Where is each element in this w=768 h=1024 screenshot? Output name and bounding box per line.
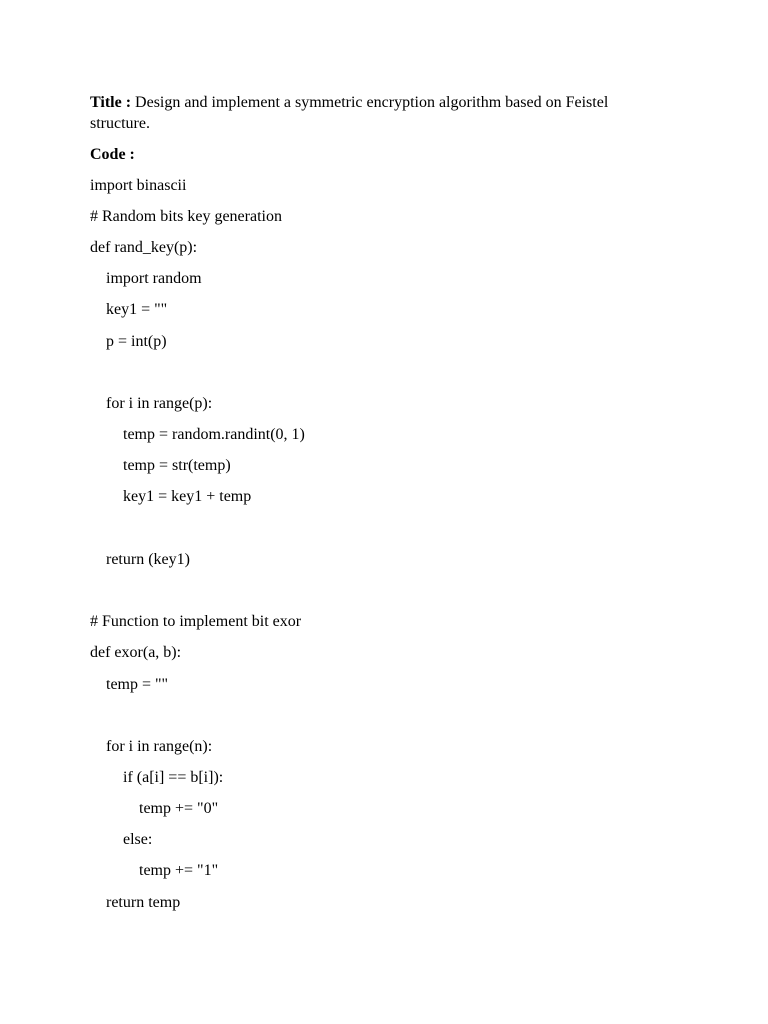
code-line: temp = "" bbox=[106, 676, 169, 693]
code-line: else: bbox=[123, 831, 153, 848]
code-line: return temp bbox=[106, 894, 181, 911]
title-text: Design and implement a symmetric encryption algorithm based on Feistel structure. bbox=[90, 94, 609, 132]
code-line: import random bbox=[106, 270, 202, 287]
code-line: temp = random.randint(0, 1) bbox=[123, 426, 305, 443]
code-line: if (a[i] == b[i]): bbox=[123, 769, 224, 786]
code-line: def exor(a, b): bbox=[90, 644, 182, 661]
code-label: Code : bbox=[90, 146, 135, 163]
code-line: # Random bits key generation bbox=[90, 208, 282, 225]
code-line: key1 = key1 + temp bbox=[123, 488, 252, 505]
code-line: def rand_key(p): bbox=[90, 239, 198, 256]
code-line: for i in range(p): bbox=[106, 395, 213, 412]
code-line: temp = str(temp) bbox=[123, 457, 231, 474]
code-line: temp += "1" bbox=[139, 862, 219, 879]
title-paragraph bbox=[90, 92, 650, 134]
code-line: key1 = "" bbox=[106, 301, 168, 318]
code-line: import binascii bbox=[90, 177, 187, 194]
code-line: p = int(p) bbox=[106, 333, 167, 350]
code-line: temp += "0" bbox=[139, 800, 219, 817]
code-line: return (key1) bbox=[106, 551, 190, 568]
code-line: for i in range(n): bbox=[106, 738, 213, 755]
title-label: Title : bbox=[90, 94, 132, 111]
code-line: # Function to implement bit exor bbox=[90, 613, 302, 630]
